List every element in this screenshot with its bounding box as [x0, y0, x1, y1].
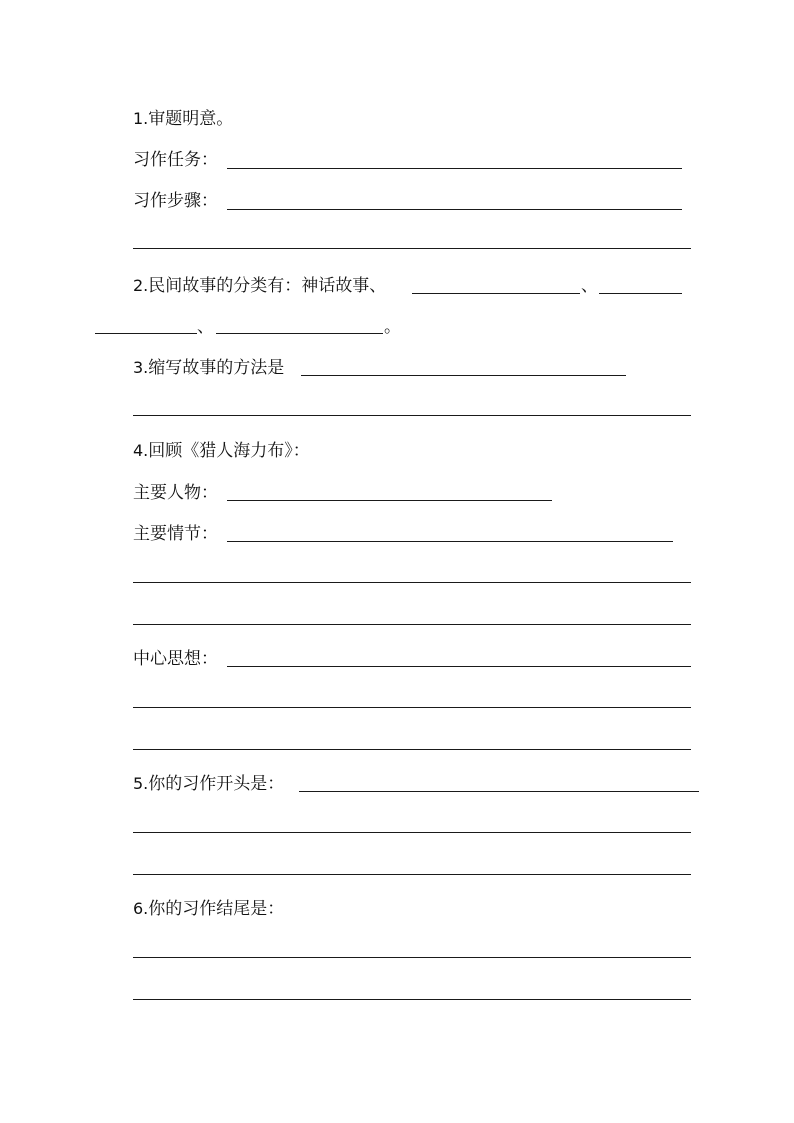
q4-characters-label: 主要人物：: [133, 483, 218, 503]
q3-blank[interactable]: [301, 375, 626, 376]
q4-characters-blank[interactable]: [227, 500, 552, 501]
q5-blank-3[interactable]: [133, 874, 691, 875]
q4-theme-blank[interactable]: [227, 666, 691, 667]
q3-number: 3.: [133, 358, 149, 377]
q2-blank-2-continued[interactable]: [95, 333, 197, 334]
q2-text: 民间故事的分类有：神话故事、: [148, 276, 387, 296]
q5-blank[interactable]: [299, 791, 699, 792]
q6-blank-2[interactable]: [133, 999, 691, 1000]
q4-plot-label: 主要情节：: [133, 524, 218, 544]
q6-number: 6.: [133, 899, 149, 918]
q2-blank-1[interactable]: [412, 293, 580, 294]
q4-theme-blank-2[interactable]: [133, 707, 691, 708]
q3-blank-2[interactable]: [133, 415, 691, 416]
q4-theme-blank-3[interactable]: [133, 749, 691, 750]
q2-separator-2: 、: [197, 317, 214, 337]
q4-heading: [133, 439, 310, 463]
q1-steps-blank-2[interactable]: [133, 248, 691, 249]
q2-blank-3[interactable]: [216, 333, 383, 334]
q1-title: 审题明意。: [148, 109, 234, 129]
q6-heading: [133, 897, 284, 921]
q5-blank-2[interactable]: [133, 832, 691, 833]
q3-text: 缩写故事的方法是: [148, 358, 285, 378]
q4-plot-blank[interactable]: [227, 541, 673, 542]
q1-number: 1.: [133, 109, 149, 128]
q4-plot-blank-2[interactable]: [133, 582, 691, 583]
q1-steps-label: 习作步骤：: [133, 191, 218, 211]
q1-heading: [133, 107, 233, 131]
q2-blank-2[interactable]: [599, 293, 682, 294]
q5-number: 5.: [133, 774, 149, 793]
q4-theme-label: 中心思想：: [133, 649, 218, 669]
q2-number: 2.: [133, 276, 149, 295]
q2-end-mark: 。: [384, 317, 401, 337]
q5-text: 你的习作开头是：: [148, 774, 285, 794]
q3-heading: [133, 356, 284, 380]
q1-steps-blank[interactable]: [227, 209, 682, 210]
q4-number: 4.: [133, 441, 149, 460]
q1-task-blank[interactable]: [227, 168, 682, 169]
q4-title: 回顾《猎人海力布》：: [148, 441, 310, 461]
q2-heading: [133, 274, 386, 298]
q5-heading: [133, 772, 284, 796]
q2-separator-1: 、: [581, 276, 598, 296]
q6-text: 你的习作结尾是：: [148, 899, 285, 919]
q1-task-label: 习作任务：: [133, 150, 218, 170]
q6-blank-1[interactable]: [133, 957, 691, 958]
q4-plot-blank-3[interactable]: [133, 624, 691, 625]
